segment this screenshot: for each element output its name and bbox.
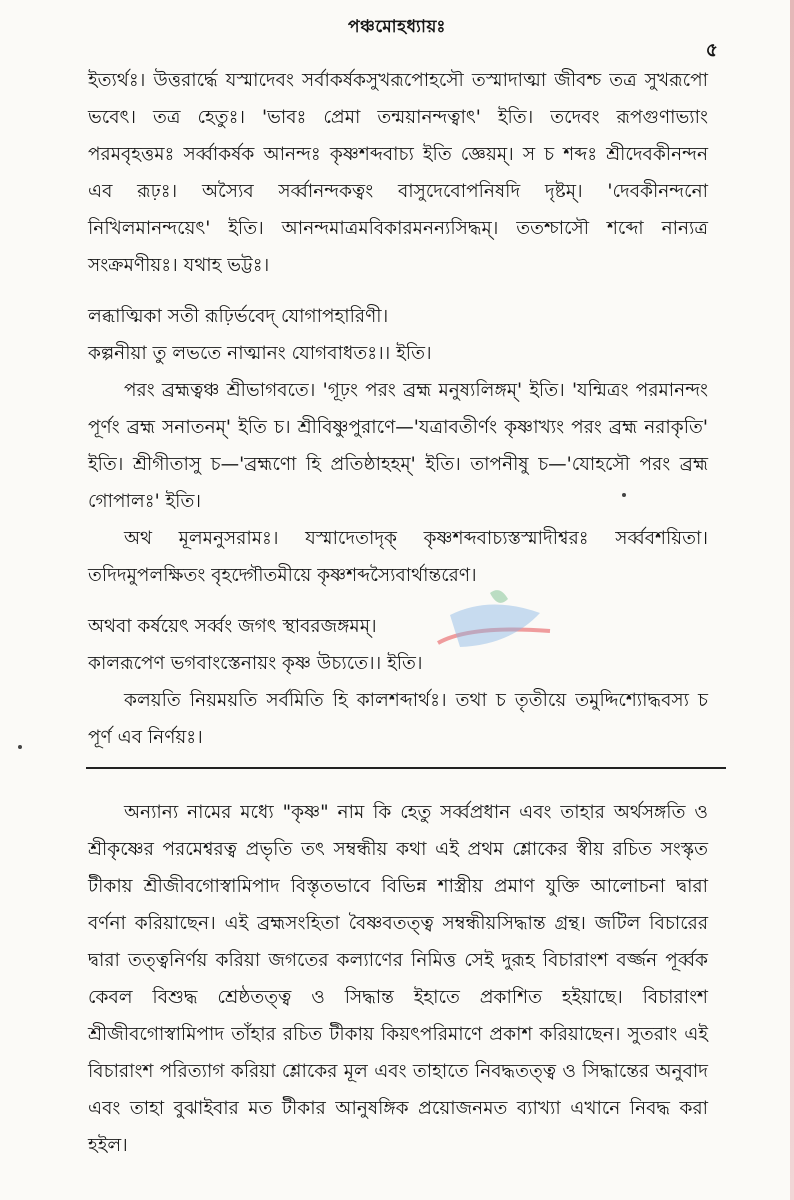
sanskrit-paragraph-3: অথ মূলমনুসরামঃ। যস্মাদেতাদৃক্ কৃষ্ণশব্দবাচ্যস্তস্মাদীশ্বরঃ সর্ব্ববশয়িতা। তদিদমুপলক্ষিতং বৃহদ্গৌতমীয়ে কৃষ্ণশব্দস্যৈবার্থান্তরেণ।	[88, 528, 708, 586]
verse-1-line-2: কল্পনীয়া তু লভতে নাত্মানং যোগবাধতঃ।। ইতি।	[88, 343, 432, 364]
sanskrit-paragraph-4: কলয়তি নিয়ময়তি সর্বমিতি হি কালশব্দার্থঃ। তথা চ তৃতীয়ে তমুদ্দিশ্যোদ্ধবস্য চ পূর্ণ এব নির্ণয়ঃ।	[88, 690, 708, 748]
bengali-paragraph: অন্যান্য নামের মধ্যে "কৃষ্ণ" নাম কি হেতু সর্ব্বপ্রধান এবং তাহার অর্থসঙ্গতি ও শ্রীকৃষ্ণের পরমেশ্বরত্ব প্রভৃতি তৎ সম্বন্ধীয় কথা এই প্রথম শ্লোকের স্বীয় রচিত সংস্কৃত টীকায় শ্রীজীবগোস্বামিপাদ বিস্তৃতভাবে বিভিন্ন শাস্ত্রীয় প্রমাণ যুক্তি আলোচনা দ্বারা বর্ণনা করিয়াছেন। এই ব্রহ্মসংহিতা বৈষ্ণবতত্ত্ব সম্বন্ধীয়সিদ্ধান্ত গ্রন্থ। জটিল বিচারের দ্বারা তত্ত্বনির্ণয় করিয়া জগতের কল্যাণের নিমিত্ত সেই দুরূহ বিচারাংশ বর্জ্জন পূর্ব্বক কেবল বিশুদ্ধ শ্রেষ্ঠতত্ত্ব ও সিদ্ধান্ত ইহাতে প্রকাশিত হইয়াছে। বিচারাংশ শ্রীজীবগোস্বামিপাদ তাঁহার রচিত টীকায় কিয়ৎপরিমাণে প্রকাশ করিয়াছেন। সুতরাং এই বিচারাংশ পরিত্যাগ করিয়া শ্লোকের মূল এবং তাহাতে নিবদ্ধতত্ত্ব ও সিদ্ধান্তের অনুবাদ এবং তাহা বুঝাইবার মত টীকার আনুষঙ্গিক প্রয়োজনমত ব্যাখ্যা এখানে নিবদ্ধ করা হইল।	[88, 802, 708, 1156]
ink-speck-1	[18, 745, 22, 749]
section-divider	[86, 767, 726, 769]
verse-2-line-2: কালরূপেণ ভগবাংস্তেনায়ং কৃষ্ণ উচ্যতে।। ইতি।	[88, 653, 423, 674]
sanskrit-paragraph-1: ইত্যর্থঃ। উত্তরার্দ্ধে যস্মাদেবং সর্বাকর্ষকসুখরূপোহসৌ তস্মাদাত্মা জীবশ্চ তত্র সুখরূপো ভবেৎ। তত্র হেতুঃ। 'ভাবঃ প্রেমা তন্ময়ানন্দত্বাৎ' ইতি। তদেবং রূপগুণাভ্যাং পরমবৃহত্তমঃ সর্ব্বাকর্ষক আনন্দঃ কৃষ্ণশব্দবাচ্য ইতি জ্ঞেয়ম্। স চ শব্দঃ শ্রীদেবকীনন্দন এব রূঢ়ঃ। অস্যৈব সর্ব্বানন্দকত্বং বাসুদেবোপনিষদি দৃষ্টম্। 'দেবকীনন্দনো নিখিলমানন্দয়েৎ' ইতি। আনন্দমাত্রমবিকারমনন্যসিদ্ধম্। ততশ্চাসৌ শব্দো নান্যত্র সংক্রমণীয়ঃ। যথাহ ভট্টঃ।	[88, 70, 708, 276]
verse-2-line-1: অথবা কর্ষয়েৎ সর্ব্বং জগৎ স্থাবরজঙ্গমম্।	[88, 616, 377, 637]
chapter-title: পঞ্চমোহধ্যায়ঃ	[348, 17, 446, 37]
verse-1-line-1: লব্ধাত্মিকা সতী রূঢ়ির্ভবেদ্ যোগাপহারিণী।	[88, 306, 389, 327]
sanskrit-commentary	[88, 62, 708, 756]
ink-speck-2	[622, 493, 626, 497]
page-edge	[790, 0, 794, 1200]
page-number: ৫	[705, 39, 718, 61]
sanskrit-paragraph-2: পরং ব্রহ্মত্বঞ্চ শ্রীভাগবতে। 'গূঢ়ং পরং ব্রহ্ম মনুষ্যলিঙ্গম্' ইতি। 'যন্মিত্রং পরমানন্দং পূর্ণং ব্রহ্ম সনাতনম্' ইতি চ। শ্রীবিষ্ণুপুরাণে—'যত্রাবতীর্ণং কৃষ্ণাখ্যং পরং ব্রহ্ম নরাকৃতি' ইতি। শ্রীগীতাসু চ—'ব্রহ্মণো হি প্রতিষ্ঠাহহম্' ইতি। তাপনীষু চ—'যোহসৌ পরং ব্রহ্ম গোপালঃ' ইতি।	[88, 380, 708, 512]
bengali-explanation	[88, 794, 708, 1164]
